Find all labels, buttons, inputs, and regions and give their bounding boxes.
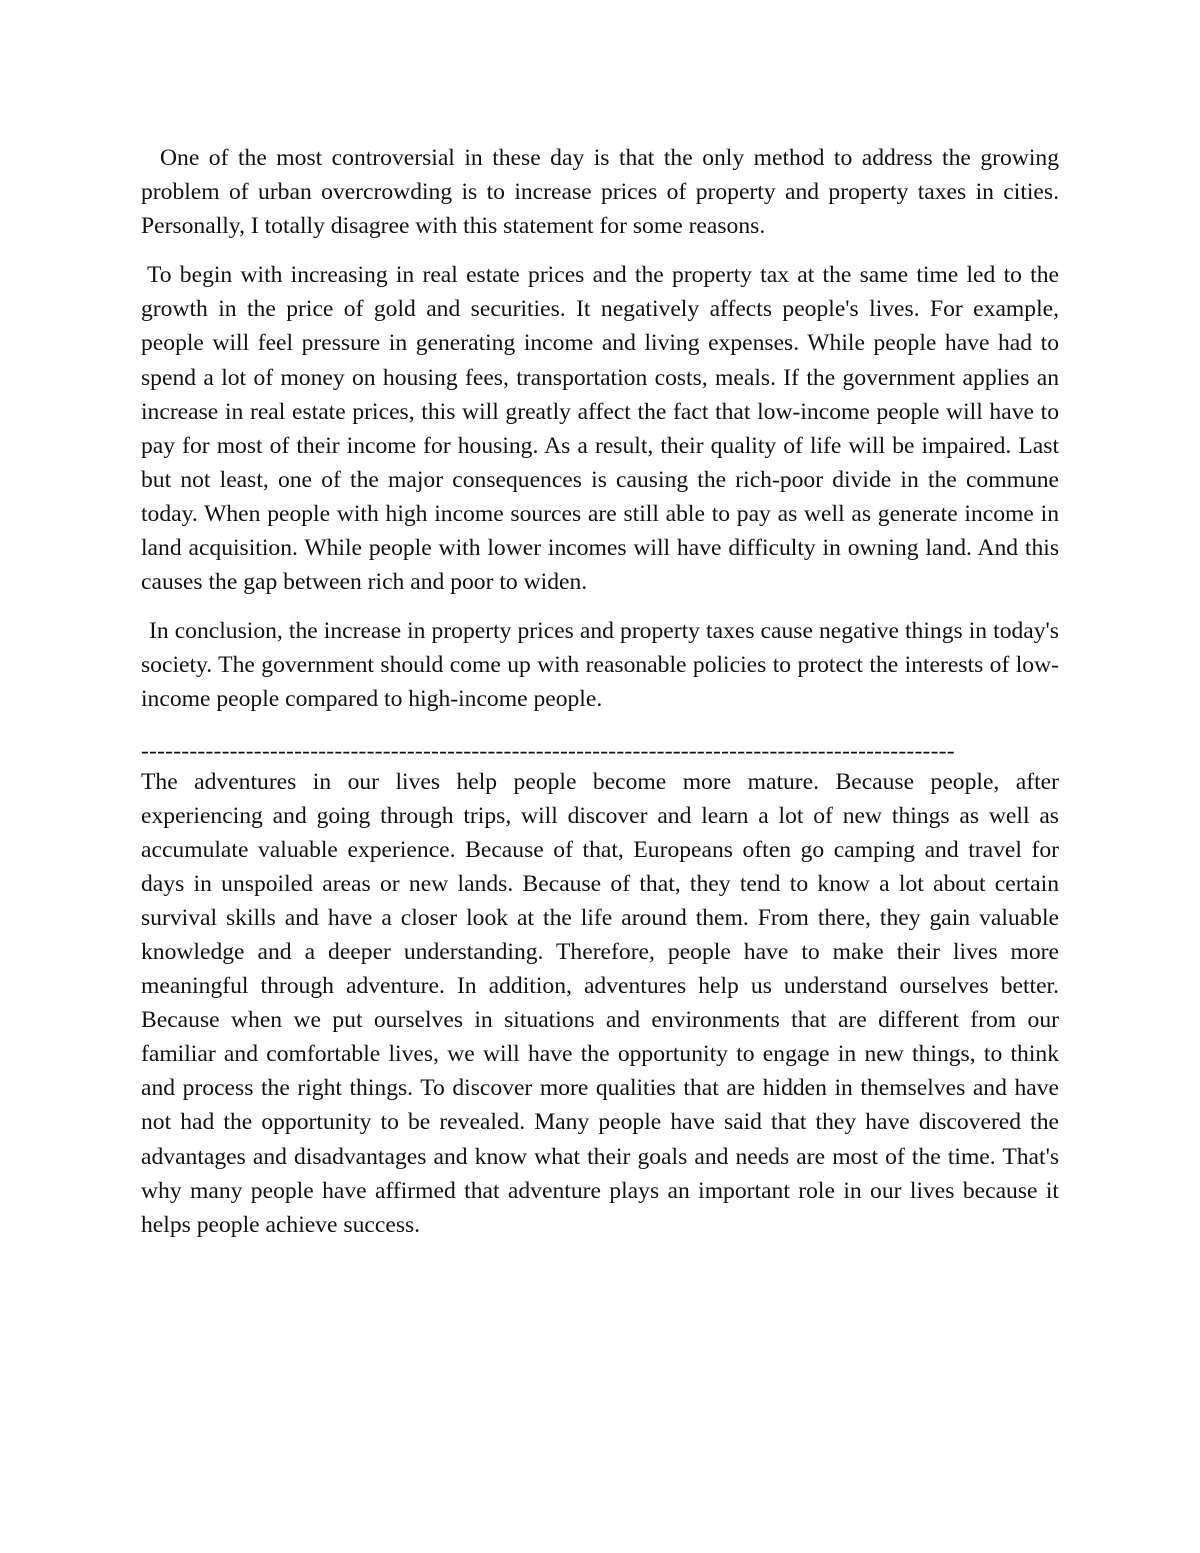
paragraph-introduction: One of the most controversial in these day is that the only method to address the growing problem of urban overcrowding is to increase prices of property and property taxes in cities. Personally, I totally disagree with this statement for some reasons. xyxy=(141,145,1059,240)
section-divider: ----------------------------------------------------------------------------------------------------- xyxy=(141,737,955,764)
paragraph-adventure-essay: The adventures in our lives help people become more mature. Because people, after experiencing and going through trips, will discover and learn a lot of new things as well as accumulate valuable experience. Because of that, Europeans often go camping and travel for days in unspoiled areas or new lands. Because of that, they tend to know a lot about certain survival skills and have a closer look at the life around them. From there, they gain valuable knowledge and a deeper understanding. Therefore, people have to make their lives more meaningful through adventure. In addition, adventures help us understand ourselves better. Because when we put ourselves in situations and environments that are different from our familiar and comfortable lives, we will have the opportunity to engage in new things, to think and process the right things. To discover more qualities that are hidden in themselves and have not had the opportunity to be revealed. Many people have said that they have discovered the advantages and disadvantages and know what their goals and needs are most of the time. That's why many people have affirmed that adventure plays an important role in our lives because it helps people achieve success. xyxy=(141,768,1059,1238)
paragraph-conclusion: In conclusion, the increase in property prices and property taxes cause negative things in today's society. The government should come up with reasonable policies to protect the interests of low-income people compared to high-income people. xyxy=(141,618,1059,713)
document-body xyxy=(141,141,1059,1242)
paragraph-body: To begin with increasing in real estate prices and the property tax at the same time led to the growth in the price of gold and securities. It negatively affects people's lives. For example, people will feel pressure in generating income and living expenses. While people have had to spend a lot of money on housing fees, transportation costs, meals. If the government applies an increase in real estate prices, this will greatly affect the fact that low-income people will have to pay for most of their income for housing. As a result, their quality of life will be impaired. Last but not least, one of the major consequences is causing the rich-poor divide in the commune today. When people with high income sources are still able to pay as well as generate income in land acquisition. While people with lower incomes will have difficulty in owning land. And this causes the gap between rich and poor to widen. xyxy=(141,262,1059,596)
